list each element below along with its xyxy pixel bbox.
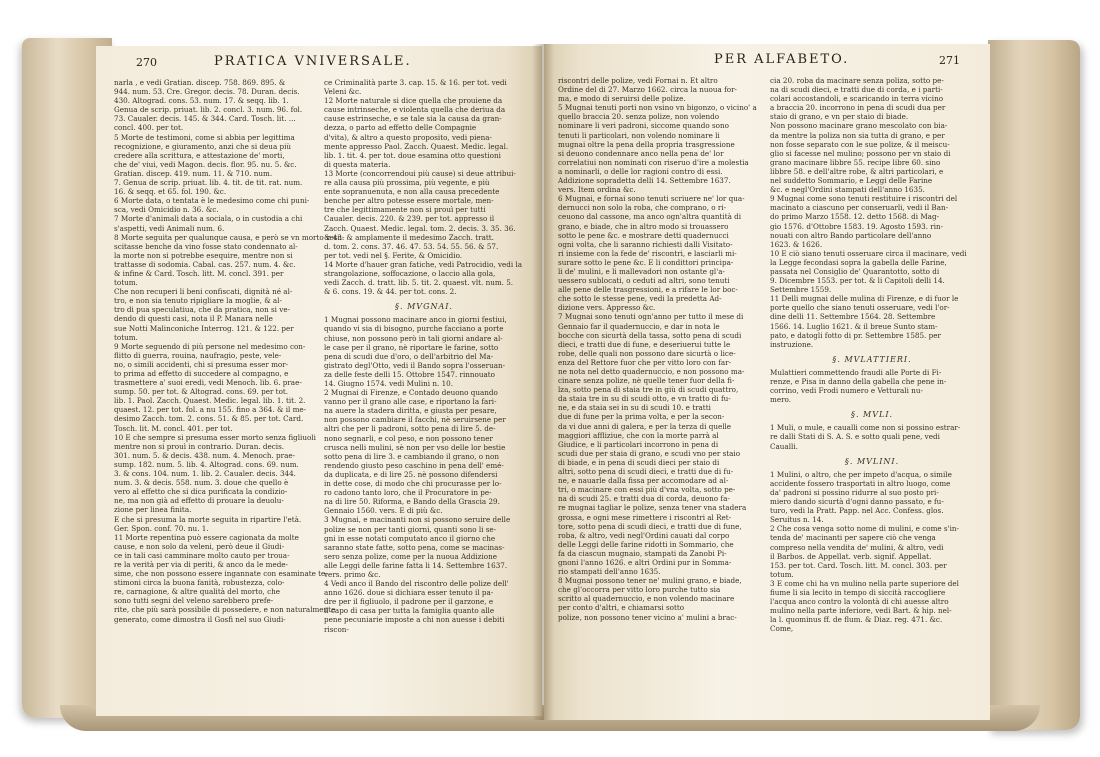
text-line: 5 Morte de testimoni, come si abbia per legittima	[114, 132, 295, 142]
text-line: na di scudi 25. e tratti dua di corda, deuono fa-	[558, 494, 730, 504]
text-line: sime, che non possono essere ingannate con esaminate te-	[114, 569, 328, 579]
text-line: macinato a ciascuno per conseruarli, vedi il Ban-	[770, 203, 949, 213]
text-line: tenuti li particolari, non volendo nominare li	[558, 130, 720, 140]
book-fore-edge-right	[988, 40, 1080, 730]
text-line: 3 Mugnai, e macinanti non si possono seruire delle	[324, 515, 511, 525]
text-line: no, o simili accidenti, chi si presuma esser mor-	[114, 359, 289, 369]
text-line: s'aspetti, vedi Animali num. 6.	[114, 223, 225, 233]
text-line: ce Criminalità parte 3. cap. 15. & 16. per tot. vedi	[324, 78, 507, 87]
text-line: trattasse di sodomia. Cabal. cas. 257. num. 4. &c.	[114, 259, 296, 269]
text-line: ne, e da staia sei in su di scudi 10. e tratti	[558, 403, 711, 413]
text-line: passata nel Consiglio de' Quarantotto, sotto di	[770, 266, 940, 276]
text-line: vers. primo &c.	[324, 569, 381, 579]
text-line: alle pene delle trasgressioni, e a rifare le lor boc-	[558, 285, 738, 295]
text-line: 8 Mugnai possono tener ne' mulini grano, e biade,	[558, 576, 742, 586]
text-line: nono segnarli, e col peso, e non possono tener	[324, 433, 493, 443]
left-page	[96, 46, 542, 716]
text-line: fa da ciascun mugnaio, stampati da Zanobi Pi-	[558, 548, 727, 558]
text-line: mulino nella parte inferiore, vedi Bart. & hip. nel-	[770, 606, 952, 616]
text-line: Zacch. Quaest. Medic. legal. tom. 2. decis. 3. 35. 36.	[324, 223, 516, 233]
text-line: saranno state fatte, sotto pena, come se macinas-	[324, 542, 505, 552]
text-line: la morte non si potrebbe esequire, mentre non si	[114, 250, 293, 260]
text-line: fiume li sia lecito in tempo di siccità raccogliere	[770, 587, 946, 597]
text-line: ne, e nauarle dalla fissa per accomodare ad al-	[558, 476, 729, 486]
text-line: generato, come dimostra il Gosfi nel suo Giudi-	[114, 614, 286, 624]
text-line: dezza, o parto ad effetto delle Compagnie	[324, 123, 477, 133]
text-line: 430. Altograd. cons. 53. num. 17. & seqq. lib. 1.	[114, 96, 289, 106]
text-line: tore, sotto pena di scudi dieci, e tratti due di fune,	[558, 521, 742, 531]
right-column-1	[558, 76, 756, 622]
text-line: desimo Zacch. tom. 2. cons. 51. & 85. per tot. Card.	[114, 414, 304, 424]
text-line: per conto d'altri, e chiamarsi sotto	[558, 603, 685, 613]
text-line: 1 Mugnai possono macinare anco in giorni festiui,	[324, 315, 507, 325]
text-line: sump. 182. num. 5. lib. 4. Altograd. cons. 69. num.	[114, 459, 299, 469]
text-line: stimoni circa la buona fanità, robustezza, colo-	[114, 578, 285, 588]
section-heading: §. MVLINI.	[844, 456, 900, 466]
text-line: cia 20. roba da macinare senza poliza, sotto pe-	[770, 76, 944, 85]
text-line: na di scudi dieci, e tratti due di corda, e i parti-	[770, 85, 943, 95]
text-line: dizione vers. Appresso &c.	[558, 303, 656, 313]
text-line: 2 Che cosa venga sotto nome di mulini, e come s'in-	[770, 524, 959, 534]
text-line: maggiori affliziue, che con la morte parrà al	[558, 430, 719, 440]
text-line: roba, & altro, vedi negl'Ordini cauati dal corpo	[558, 530, 730, 540]
text-line: anno 1626. doue si dichiara esser tenuto il pa-	[324, 588, 494, 598]
text-line: Seruitus n. 14.	[770, 515, 824, 525]
page-number-right: 271	[939, 54, 960, 67]
text-line: l'acqua anco contro la volontà di chi auesse altro	[770, 597, 949, 607]
text-line: credere alla scrittura, e attestazione de' morti,	[114, 150, 285, 160]
text-line: 11 Delli mugnai delle mulina di Firenze, e di fuor le	[770, 294, 959, 304]
text-line: dre per il figliuolo, il padrone per il garzone, e	[324, 597, 494, 607]
text-line: ente sopranuenuta, e non alla causa precedente	[324, 187, 500, 197]
text-line: 153. per tot. Card. Tosch. litt. M. concl. 303. per	[770, 560, 947, 570]
text-line: vers. Item ordina &c.	[558, 185, 636, 195]
text-line: num. 3. & decis. 558. num. 3. doue che quello è	[114, 478, 289, 488]
text-line: nouati con altro Bando particolare dell'anno	[770, 230, 932, 240]
text-line: 10 E che sempre si presuma esser morto senza figliuoli	[114, 432, 316, 442]
text-line: nel suddetto Sommario, e Leggi delle Farine	[770, 176, 933, 186]
text-line: Addizione sopradetta delli 14. Settembre 1637.	[558, 176, 731, 186]
text-line: quando vi sia di bisogno, purche facciano a porte	[324, 324, 504, 334]
text-line: la Legge fecondasi sopra la gabella delle Farine,	[770, 257, 947, 267]
text-line: tro, e non sia tenuto ripigliare la moglie, & al-	[114, 296, 282, 306]
text-line: staio di grano, e vn per staio di biade.	[770, 112, 909, 122]
text-line: Veleni &c.	[324, 87, 362, 97]
text-line: Giudice, e li particolari incorrono in pena di	[558, 439, 719, 449]
text-line: 944. num. 53. Cre. Gregor. decis. 78. Duran. decis.	[114, 87, 300, 97]
text-line: pena di scudi due d'oro, o dell'arbitrio del Ma-	[324, 351, 494, 361]
text-line: 12 Morte naturale si dice quella che prouiene da	[324, 96, 503, 106]
text-line: mente appresso Paol. Zacch. Quaest. Medic. legal.	[324, 141, 509, 151]
text-line: 1 Muli, o mule, e caualli come non si possino estrar-	[770, 423, 961, 433]
text-line: si deuono condennare anco nella pena de' lor	[558, 148, 724, 158]
text-line: da vi due anni di galera, e per la terza di quelle	[558, 421, 732, 431]
text-line: non possono cambiare il facchi, nè seruirsene per	[324, 415, 506, 425]
text-line: re dalli Stati di S. A. S. e sotto quali pene, vedi	[770, 432, 940, 442]
text-line: to prima ad effetto di succedere al compagno, e	[114, 369, 289, 378]
text-line: 5 Mugnai tenuti porti non vsino vn bigonzo, o vicino' a	[558, 103, 757, 113]
text-line: scitasse benche da vino fosse stato condennato al-	[114, 241, 298, 251]
text-line: za delle feste delli 15. Ottobre 1547. rinnouato	[324, 369, 496, 379]
text-line: d. tom. 2. cons. 37. 46. 47. 53. 54. 55. 56. & 57.	[324, 241, 499, 251]
text-line: riscontri delle polize, vedi Fornai n. Et altro	[558, 76, 718, 85]
text-line: crusca nelli mulini, sè non per vso delle lor bestie	[324, 442, 506, 452]
text-line: 9. Dicembre 1553. per tot. & li Capitoli delli 14.	[770, 276, 945, 286]
text-line: Come,	[770, 624, 794, 634]
text-line: Gennaio far il quadernuccio, e dar in nota le	[558, 321, 720, 331]
text-line: Gennaio 1560. vers. E di più &c.	[324, 506, 443, 516]
text-line: &c. e negl'Ordini stampati dell'anno 1635.	[770, 185, 925, 195]
section-heading: §. MVLI.	[850, 410, 894, 420]
text-line: sotto le pene &c. e mostrare detti quadernucci	[558, 230, 729, 240]
text-line: instruzione.	[770, 339, 814, 349]
text-line: mero.	[770, 395, 791, 405]
text-line: Mulattieri commettendo fraudi alle Porte di Fi-	[770, 367, 942, 377]
text-line: altri, sotto pena di scudi dieci, e tratti due di fu-	[558, 467, 734, 477]
text-line: libbre 58. e dell'altre robe, & altri particolari, e	[770, 166, 944, 176]
text-line: 7 Mugnai sono tenuti ogn'anno per tutto il mese di	[558, 312, 744, 322]
text-line: 13 Morte (concorrendoui più cause) si deue attribui-	[324, 168, 516, 178]
text-line: chiuse, non possono però in tali giorni andare al-	[324, 333, 503, 343]
text-line: re, carnagione, & altre qualità del morto, che	[114, 587, 281, 597]
text-line: surare sotto le pene &c. E li condittori principa-	[558, 257, 734, 267]
text-line: ma, e modo di seruirsi delle polize.	[558, 94, 686, 104]
text-line: E che si presuma la morte seguita in ripartire l'età.	[114, 514, 302, 524]
text-line: re la verità per via di periti, & anco da le mede-	[114, 559, 288, 569]
text-line: Genua de scrip. priuat. lib. 2. concl. 3. num. 96. fol.	[114, 105, 303, 115]
text-line: le case per il grano, nè riportare le farine, sotto	[324, 342, 499, 352]
text-line: na auere la stadera diritta, e giusta per pesare,	[324, 406, 497, 416]
text-line: renze, e Pisa in danno della gabella che pene in-	[770, 377, 947, 386]
text-line: li de' mulini, e li mallevadori non ostante gl'a-	[558, 266, 725, 276]
text-line: il Barbos. de Appellat. verb. signif. Appellat.	[770, 551, 932, 561]
text-line: ogni volta, che li saranno richiesti dalli Visitato-	[558, 239, 733, 249]
text-line: a braccia 20. incorrono in pena di scudi dua per	[770, 103, 946, 113]
running-header-right: PER ALFABETO.	[714, 52, 850, 67]
text-line: ne nota nel detto quadernuccio, e non possono ma-	[558, 367, 745, 376]
text-line: corrino, vedi Frodi numero e Vetturali nu-	[770, 386, 923, 396]
text-line: Caualli.	[770, 441, 798, 451]
text-line: vanno per il grano alle case, e riportano la fari-	[324, 397, 497, 407]
text-line: Gratian. discep. 419. num. 11. & 710. num.	[114, 168, 273, 178]
text-line: 6 Morte data, o tentata è le medesimo come chi puni-	[114, 196, 310, 206]
text-line: non fosse separato con le sue polize, & il meiscu-	[770, 139, 950, 149]
text-line: 3. & cons. 104. num. 1. lib. 2. Caualer. decis. 344.	[114, 469, 296, 479]
section-heading: §. MVLATTIERI.	[832, 354, 912, 364]
text-line: & infine & Card. Tosch. litt. M. concl. 391. per	[114, 268, 284, 278]
text-line: 7 Morte d'animali data a sociala, o in custodia a chi	[114, 214, 303, 224]
text-line: 6 Mugnai, e fornai sono tenuti scriuere ne' lor qua-	[558, 194, 745, 204]
text-line: mentre non si prouì in contrario. Duran. decis.	[114, 441, 285, 451]
text-line: accidente fossero trasportati in altro luogo, come	[770, 478, 951, 488]
text-line: 1623. & 1626.	[770, 239, 823, 249]
text-line: sue Notti Malinconiche Interrog. 121. & 122. per	[114, 323, 294, 333]
text-line: Ordine del di 27. Marzo 1662. circa la nuoua for-	[558, 85, 737, 95]
text-line: glio si facesse nel mulino; possono per vn staio di	[770, 148, 951, 158]
text-line: dieci, e tratti due di fune, e deseriuerui tutte le	[558, 339, 731, 349]
text-line: quello braccia 20. senza polize, non volendo	[558, 112, 720, 122]
text-line: do primo Marzo 1558. 12. detto 1568. di Mag-	[770, 212, 939, 222]
text-line: rite, che più sarà possibile di possedere, e non naturalmente	[114, 605, 336, 615]
text-line: tenda de' macinanti per sapere ciò che venga	[770, 533, 936, 543]
text-line: sump. 50. per tot. & Altograd. cons. 69. per tot.	[114, 387, 289, 397]
text-line: totum.	[770, 569, 794, 579]
right-page	[544, 44, 990, 720]
text-line: dernucci non solo la roba, che comprano, o ri-	[558, 203, 727, 213]
text-line: ne, ma non già ad effetto di prouare la deuolu-	[114, 496, 284, 506]
text-line: quaest. 12. per tot. fol. a nu 155. fino a 364. & il me-	[114, 405, 307, 415]
book-gutter	[532, 44, 554, 720]
text-line: di biade, e in pena di scudi dieci per staio di	[558, 457, 720, 467]
text-line: rio stampati dell'anno 1635.	[558, 567, 661, 577]
text-line: dine delli 11. Settembre 1564. 28. Settembre	[770, 312, 936, 322]
text-line: vero al effetto che si dica purificata la condizio-	[114, 487, 288, 497]
text-line: 11 Morte repentina può essere cagionata da molte	[114, 532, 299, 542]
text-line: robe, delle quali non possono dare sicurtà o lice-	[558, 348, 736, 358]
text-line: altri che per li padroni, sotto pena di lire 5. de-	[324, 424, 496, 434]
text-line: tre che legittimamente non si prouì per tutti	[324, 205, 486, 215]
text-line: & 6. cons. 19. & 44. per tot. cons. 2.	[324, 287, 457, 297]
text-line: 2 Mugnai di Firenze, e Contado deuono quando	[324, 388, 498, 398]
text-line: alle Leggi delle farine fatta li 14. Settembre 1637.	[324, 560, 508, 570]
running-header-left: PRATICA VNIVERSALE.	[214, 54, 412, 69]
text-line: concl. 400. per tot.	[114, 123, 184, 133]
right-column-2	[770, 76, 974, 633]
text-line: na di lire 50. Riforma, e Bando della Grascia 29.	[324, 497, 500, 507]
text-line: trasmettere a' suoi eredi, vedi Menoch. lib. 6. prae-	[114, 378, 302, 388]
text-line: sono tutti segni del veleno sarebbero prefe-	[114, 596, 274, 606]
text-line: 9 Morte seguendo di più persone nel medesimo con-	[114, 341, 306, 351]
text-line: 9 Mugnai come sono tenuti restituire i riscontri del	[770, 194, 958, 204]
text-line: recognizione, e giuramento, anzi che si deua più	[114, 141, 292, 151]
text-line: re mugnai tagliar le polize, senza tener vna stadera	[558, 503, 747, 513]
text-line: polize se non per tanti giorni, quanti sono li se-	[324, 524, 497, 534]
text-line: benche per altro potesse essere mortale, men-	[324, 196, 494, 206]
text-line: 7. Genua de scrip. priuat. lib. 4. tit. de tit. rat. num.	[114, 178, 303, 188]
text-line: cause, e non solo da veleni, però deue il Giudi-	[114, 541, 285, 551]
text-line: che de' viui, vedi Magon. decis. flor. 95. nu. 5. &c.	[114, 159, 297, 169]
text-line: turo, vedi la Pratt. Papp. nel Acc. Confess. glos.	[770, 506, 944, 516]
text-line: & 43. & amplamente il medesimo Zacch. tratt.	[324, 232, 494, 242]
text-line: ri insieme con la fede de' riscontri, e lasciarli mi-	[558, 248, 737, 258]
text-line: grano macinare libbre 55. recipe libre 60. sino	[770, 157, 941, 167]
text-line: da duplicata, e di lire 25. nè possono difendersi	[324, 469, 498, 479]
text-line: ce in tali casi camminare molto cauto per troua-	[114, 550, 290, 560]
text-line: da' padroni si possino ridurre al suo posto pri-	[770, 487, 939, 497]
text-line: enza del Rettore fuor che per vitto loro con far-	[558, 357, 732, 367]
text-line: dendo di questi casi, nota il P. Manara nelle	[114, 314, 273, 324]
text-line: polize, non possono tener vicino a' mulini a brac-	[558, 612, 737, 622]
text-line: il capo di casa per tutta la famiglia quanto alle	[324, 606, 495, 616]
text-line: a nominarli, o delle lor ragioni contro di essi.	[558, 166, 723, 176]
text-line: per tot. vedi nel §. Ferite, & Omicidio.	[324, 250, 463, 260]
text-line: re alla causa più prossima, più vegente, e più	[324, 178, 490, 188]
text-line: gistrato degl'Otto, vedi il Bando sopra l'osseruan-	[324, 360, 506, 370]
text-line: lib. 1. Paol. Zacch. Quaest. Medic. legal. lib. 1. tit. 2.	[114, 396, 306, 406]
section-heading: §. MVGNAI.	[395, 302, 453, 312]
text-line: due di fune per la prima volta, e per la secon-	[558, 412, 725, 422]
text-line: ceuono dal cassone, ma anco ogn'altra quantità di	[558, 212, 742, 222]
text-line: 14 Morte d'hauer gran fatiche, vedi Patrocidio, vedi la	[324, 259, 523, 269]
text-line: che gl'occorra per vitto loro purche tutto sia	[558, 585, 721, 595]
text-line: lza, sotto pena di staia tre in giù di scudi quattro,	[558, 385, 739, 395]
text-line: narla , e vedi Gratian. discep. 758. 869. 895. &	[114, 78, 286, 87]
text-line: gnoni l'anno 1626. e altri Ordini pur in Somma-	[558, 557, 732, 567]
text-line: 14. Giugno 1574. vedi Mulini n. 10.	[324, 379, 454, 388]
text-line: cause intrinseche, e violenta quella che deriua da	[324, 105, 506, 115]
text-line: zione per linea finita.	[114, 505, 192, 515]
text-line: correlatiui non nominati con riseruo d'ire a molestia	[558, 157, 749, 167]
text-line: pato, e datogli fotto di pr. Settembre 1585. per	[770, 330, 941, 340]
text-line: Settembre 1559.	[770, 285, 832, 295]
text-line: 73. Caualer. decis. 145. & 344. Card. Tosch. lit. ...	[114, 114, 296, 124]
text-line: cinare senza polize, nè quelle tener fuor della fi-	[558, 376, 735, 386]
text-line: che sotto le stesse pene, vedi la predetta Ad-	[558, 294, 722, 304]
left-column-2	[324, 78, 524, 634]
text-line: in dette cose, di modo che chi procurasse per lo-	[324, 479, 502, 489]
text-line: 4 Vedi anco il Bando del riscontro delle polize dell'	[324, 579, 509, 589]
text-line: compreso nella vendita de' mulini, & altro, vedi	[770, 542, 944, 552]
text-line: Ger. Spon. conf. 70. nu. 1.	[114, 523, 209, 533]
text-line: nominare li veri padroni, siccome quando sono	[558, 121, 729, 131]
text-line: di questa materia.	[324, 159, 391, 169]
text-line: da staia tre in su di scudi otto, e vn tratto di fu-	[558, 394, 731, 404]
text-line: miero dando sicurtà d'ogni danno passato, e fu-	[770, 497, 944, 507]
text-line: scudi due per staia di grano, e scudi vno per staio	[558, 448, 741, 458]
text-line: gio 1576. d'Ottobre 1583. 19. Agosto 1593. rin-	[770, 221, 944, 231]
text-line: strangolazione, soffocazione, o laccio alla gola,	[324, 268, 496, 278]
text-line: lib. 1. tit. 4. per tot. doue esamina otto questioni	[324, 150, 501, 160]
text-line: Non possono macinare grano mescolato con bia-	[770, 121, 948, 131]
text-line: bocche con sicurtà della tassa, sotto pena di scudi	[558, 330, 742, 340]
text-line: gni in esse notati computato anco il giorno che	[324, 533, 496, 543]
text-line: Tosch. lit. M. concl. 401. per tot.	[114, 423, 233, 433]
text-line: scritto al quadernuccio, e non volendo macinare	[558, 594, 735, 604]
text-line: tro di pua speculatiua, che da pratica, non si ve-	[114, 305, 291, 315]
text-line: Caualer. decis. 220. & 239. per tot. appresso il	[324, 214, 495, 224]
text-line: pene pecuniarie imposte a chi non auesse i debiti	[324, 615, 505, 625]
text-line: totum.	[114, 332, 138, 342]
text-line: grano, e biade, che in altro modo si trouassero	[558, 221, 729, 231]
text-line: delle Leggi delle farine ridotti in Sommario, che	[558, 539, 734, 549]
text-line: 3 E come chi ha vn mulino nella parte superiore del	[770, 578, 959, 588]
text-line: sca, vedi Omicidio n. 36. &c.	[114, 205, 219, 215]
text-line: mugnai oltre la pena della propria trasgressione	[558, 139, 735, 149]
text-line: 1 Mulini, o altro, che per impeto d'acqua, o simile	[770, 469, 952, 479]
text-line: da mentre la poliza non sia tutta di grano, e per	[770, 130, 945, 140]
text-line: Che non recuperi li beni confiscati, dignità né al-	[114, 287, 293, 297]
text-line: 8 Morte seguita per qualunque causa, e però se vn morto resu-	[114, 232, 345, 242]
text-line: cause estrinseche, e se tale sia la causa da gran-	[324, 114, 502, 124]
text-line: d'vita), & altro a questo proposito, vedi piena-	[324, 132, 492, 142]
text-line: la l. quominus ff. de flum. & Diaz. reg. 471. &c.	[770, 615, 943, 625]
text-line: 10 E ciò siano tenuti osseruare circa il macinare, vedi	[770, 248, 967, 258]
text-line: flitto di guerra, rouina, naufragio, peste, vele-	[114, 350, 282, 360]
text-line: totum.	[114, 278, 138, 288]
page-number-left: 270	[136, 56, 157, 69]
text-line: ro cadono tanto loro, che il Procuratore in pe-	[324, 488, 492, 498]
text-line: rendendo giusto peso caschino in pena dell' emé-	[324, 460, 504, 470]
text-line: porte quello che siano tenuti osseruare, vedi l'or-	[770, 303, 950, 313]
text-line: uessero sublocati, o ceduti ad altri, sono tenuti	[558, 276, 730, 286]
text-line: sotto pena di lire 3. e cambiando il grano, o non	[324, 451, 499, 461]
text-line: 16. & seqq. et 65. fol. 190. &c.	[114, 187, 227, 197]
text-line: 301. num. 5. & decis. 438. num. 4. Menoch. prae-	[114, 450, 296, 460]
text-line: colari accostandoli, e scaricando in terra vicino	[770, 94, 944, 104]
text-line: 1566. 14. Luglio 1621. & il breue Sunto stam-	[770, 321, 938, 331]
text-line: grossa, e ogni mese rimettere i riscontri al Ret-	[558, 512, 732, 522]
text-line: sero senza polize, come per la nuoua Addizione	[324, 551, 497, 561]
text-line: vedi Zacch. d. tratt. lib. 5. tit. 2. quaest. vlt. num. 5.	[324, 278, 514, 288]
text-line: tri, o macinare con essi più d'vna volta, sotto pe-	[558, 485, 736, 495]
text-line: riscon-	[324, 624, 349, 634]
